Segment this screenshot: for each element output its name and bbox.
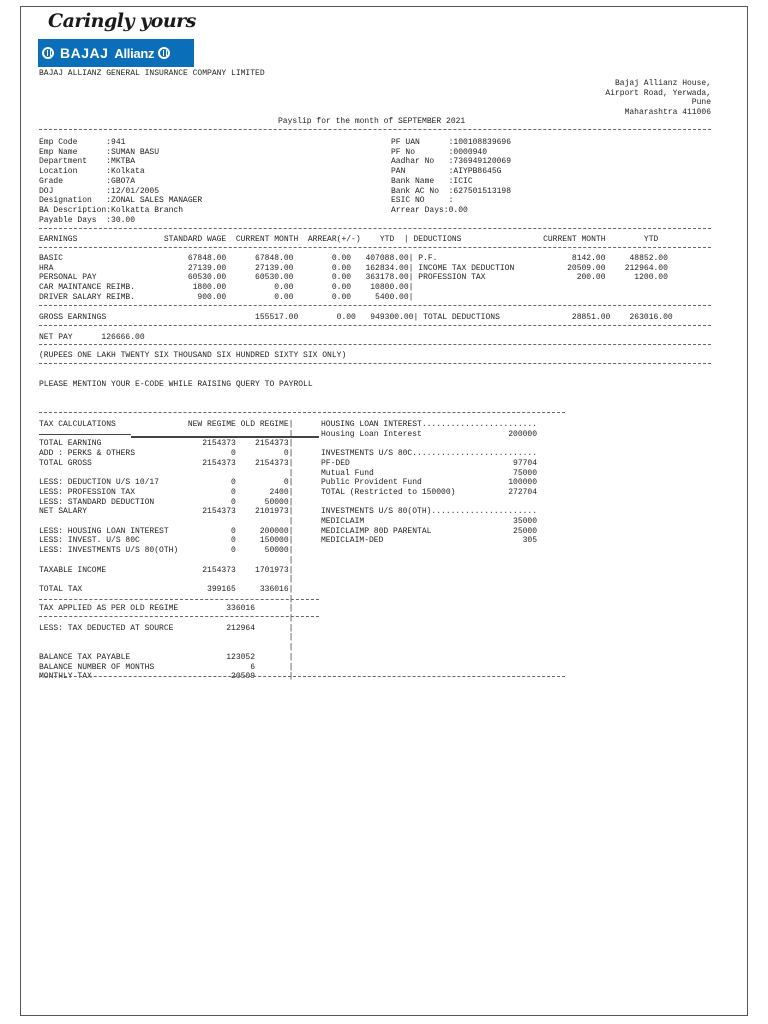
underline [39, 434, 131, 435]
divider [39, 676, 565, 677]
divider [39, 247, 711, 248]
earnings-rows: BASIC 67848.00 67848.00 0.00 407088.00| P.F. 8142.00 48852.00 HRA 27139.00 27139.00 0.00 162834.00| INCOME TAX DEDUCTION 20509.00 212964.00 PERSONAL PAY 60530.00 60530.00 0.00 363178.00| PROFESSION TAX 200.00 1200.00 CAR MAINTANCE REIMB. 1800.00 0.00 0.00 10800.00| DRIVER SALARY REIMB. 900.00 0.00 0.00 5400.00| [39, 254, 668, 302]
divider [39, 363, 711, 364]
divider [39, 412, 565, 413]
earnings-header: EARNINGS STANDARD WAGE CURRENT MONTH ARREAR(+/-) YTD | DEDUCTIONS CURRENT MONTH YTD [39, 235, 659, 244]
employee-details-right: PF UAN :100108839696 PF No :0000940 Aadhar No :736949120069 PAN :AIYPB8645G Bank Name :ICIC Bank AC No :627501513198 ESIC NO : Arrear Days:0.00 [391, 138, 512, 215]
divider [39, 344, 711, 345]
tax-calculations-table: TAX CALCULATIONS NEW REGIME OLD REGIME| | TOTAL EARNING 2154373 2154373| ADD : PERKS & OTHERS 0 0| TOTAL GROSS 2154373 2154373| | LESS: DEDUCTION U/S 10/17 0 0| LESS: PROFESSION TAX 0 2400| LESS: STANDARD DEDUCTION 0 50000| NET SALARY 2154373 2101973| | LESS: HOUSING LOAN INTEREST 0 200000| LESS: INVEST. U/S 80C 0 150000| LESS: INVESTMENTS U/S 80(OTH) 0 50000| | TAXABLE INCOME 2154373 1701973| | TOTAL TAX 399165 336016| | TAX APPLIED AS PER OLD REGIME 336016 | | LESS: TAX DEDUCTED AT SOURCE 212964 | | | BALANCE TAX PAYABLE 123052 | BALANCE NUMBER OF MONTHS 6 | MONTHLY TAX 20509 | [39, 420, 294, 682]
divider [39, 305, 711, 306]
payroll-note: PLEASE MENTION YOUR E-CODE WHILE RAISING QUERY TO PAYROLL [39, 380, 313, 389]
net-pay-in-words: (RUPEES ONE LAKH TWENTY SIX THOUSAND SIX HUNDRED SIXTY SIX ONLY) [39, 351, 347, 360]
tax-deductions-detail: HOUSING LOAN INTEREST........................ Housing Loan Interest 200000 INVESTMENTS U/S 80C.......................... PF-DED 97704 Mutual Fund 75000 Public Provident Fund 100000 TOTAL (Restricted to 150000) 272704 INVESTMENTS U/S 80(OTH)...................... MEDICLAIM 35000 MEDICLAIMP 80D PARENTAL 25000 MEDICLAIM-DED 305 [321, 420, 538, 546]
company-address: Bajaj Allianz House, Airport Road, Yerwada, Pune Maharashtra 411006 [605, 79, 711, 118]
bajaj-logo-icon [42, 47, 54, 59]
employee-details-left: Emp Code :941 Emp Name :SUMAN BASU Department :MKTBA Location :Kolkata Grade :GBO7A DOJ :12/01/2005 Designation :ZONAL SALES MANAGER BA Description:Kolkatta Branch Payable Days :30.00 [39, 138, 203, 225]
logo-text-allianz: Allianz [114, 45, 155, 61]
divider [39, 228, 711, 229]
company-name: BAJAJ ALLIANZ GENERAL INSURANCE COMPANY LIMITED [39, 69, 265, 78]
allianz-eagle-icon [158, 47, 170, 59]
company-logo [38, 39, 194, 67]
divider [39, 129, 711, 130]
divider [39, 599, 319, 600]
divider [39, 325, 711, 326]
logo-text-bajaj: BAJAJ [60, 45, 109, 61]
payslip-title: Payslip for the month of SEPTEMBER 2021 [278, 117, 466, 126]
divider [39, 616, 319, 617]
tagline: Caringly yours [48, 10, 196, 32]
net-pay: NET PAY 126666.00 [39, 333, 145, 342]
gross-earnings-row: GROSS EARNINGS 155517.00 0.00 949300.00| TOTAL DEDUCTIONS 28851.00 263016.00 [39, 313, 673, 322]
underline [131, 436, 319, 438]
